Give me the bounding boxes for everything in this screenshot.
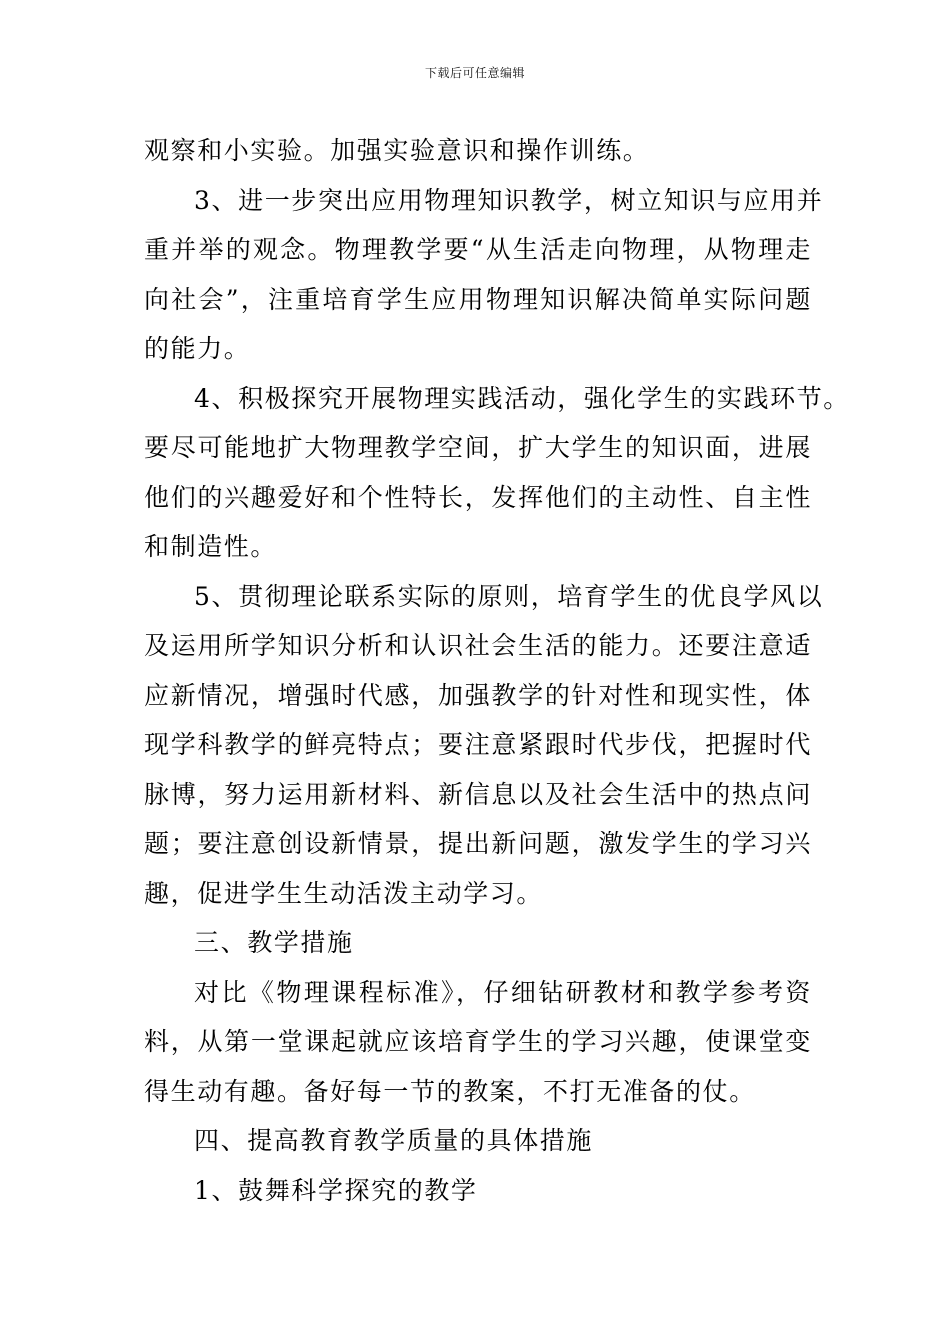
text-line: 5、贯彻理论联系实际的原则，培育学生的优良学风以: [194, 581, 824, 611]
text-line: 向社会”，注重培育学生应用物理知识解决简单实际问题: [144, 284, 812, 314]
text-line: 及运用所学知识分析和认识社会生活的能力。还要注意适: [144, 631, 812, 660]
header-note: 下载后可任意编辑: [424, 66, 525, 80]
text-line: 得生动有趣。备好每一节的教案，不打无准备的仗。: [144, 1076, 756, 1106]
text-line: 趣，促进学生生动活泼主动学习。: [144, 878, 544, 908]
text-line: 和制造性。: [144, 532, 278, 561]
text-line: 料，从第一堂课起就应该培育学生的学习兴趣，使课堂变: [144, 1027, 812, 1056]
text-line: 脉博，努力运用新材料、新信息以及社会生活中的热点问: [144, 779, 812, 809]
text-line: 观察和小实验。加强实验意识和操作训练。: [144, 136, 650, 165]
text-line: 要尽可能地扩大物理教学空间，扩大学生的知识面，进展: [144, 433, 812, 462]
text-line: 的能力。: [144, 334, 251, 363]
section-heading: 三、教学措施: [194, 928, 354, 957]
text-line: 重并举的观念。物理教学要“从生活走向物理，从物理走: [144, 235, 812, 264]
subsection-heading: 1、鼓舞科学探究的教学: [194, 1175, 478, 1205]
text-line: 4、积极探究开展物理实践活动，强化学生的实践环节。: [194, 383, 850, 413]
text-line: 对比《物理课程标准》，仔细钻研教材和教学参考资: [194, 977, 812, 1007]
text-line: 他们的兴趣爱好和个性特长，发挥他们的主动性、自主性: [144, 482, 812, 512]
body-text: [144, 126, 850, 1215]
text-line: 题；要注意创设新情景，提出新问题，激发学生的学习兴: [144, 829, 812, 858]
text-line: 应新情况，增强时代感，加强教学的针对性和现实性，体: [144, 680, 812, 710]
text-line: 现学科教学的鲜亮特点；要注意紧跟时代步伐，把握时代: [144, 730, 812, 759]
section-heading: 四、提高教育教学质量的具体措施: [194, 1126, 594, 1155]
text-line: 3、进一步突出应用物理知识教学，树立知识与应用并: [194, 185, 824, 215]
